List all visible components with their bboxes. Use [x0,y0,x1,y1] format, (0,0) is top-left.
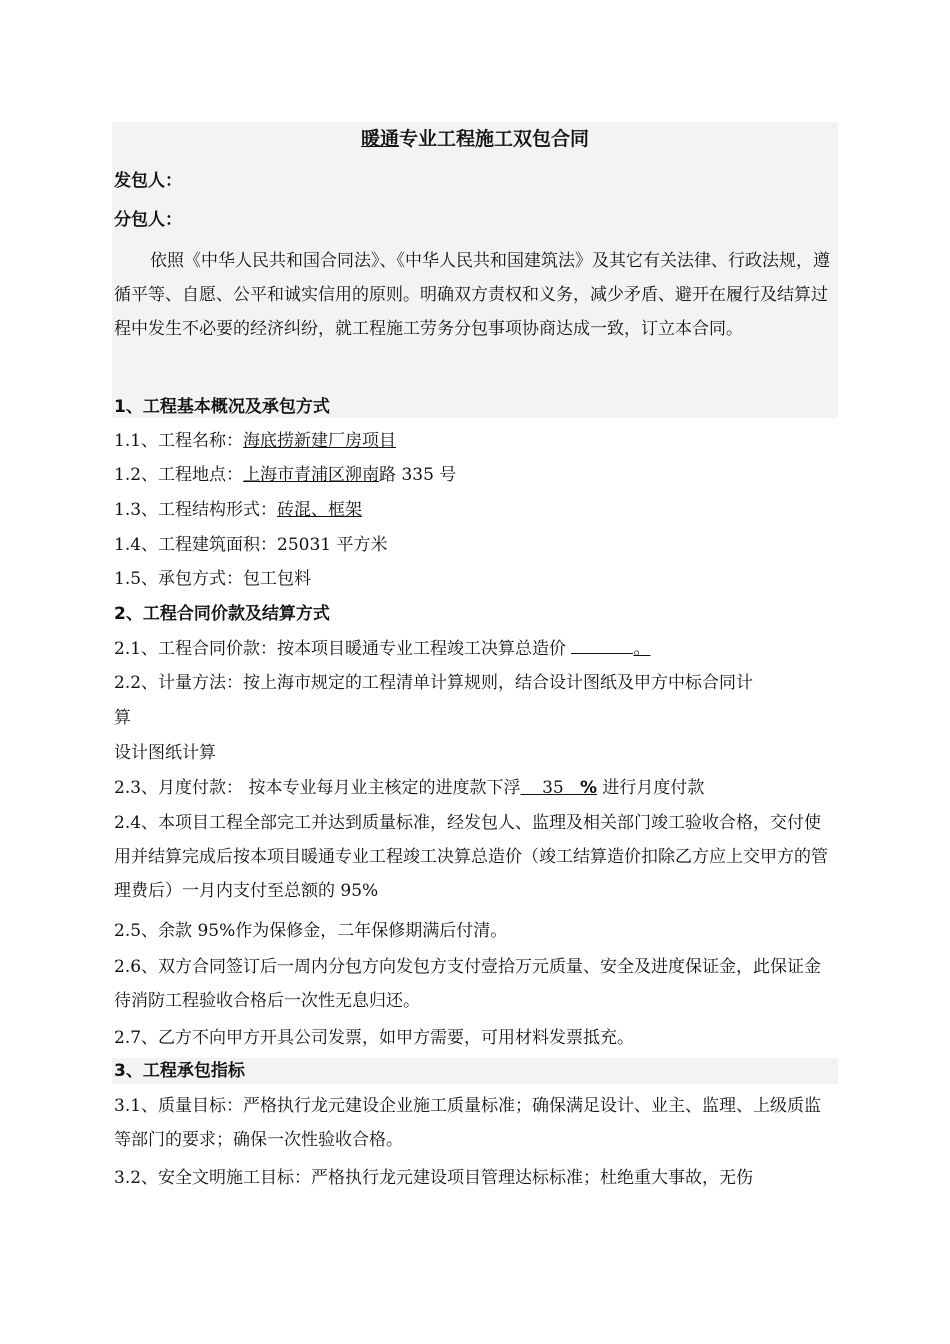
item-1-5: 1.5、承包方式：包工包料 [114,569,312,589]
item-2-1-text: 2.1、工程合同价款：按本项目暖通专业工程竣工决算总造价 [114,639,567,659]
item-1-2-label: 1.2、工程地点： [114,465,244,485]
section2-heading: 2、工程合同价款及结算方式 [114,604,330,624]
item-1-3-label: 1.3、工程结构形式： [114,500,278,520]
section1-heading: 1、工程基本概况及承包方式 [114,397,330,417]
item-3-1: 3.1、质量目标：严格执行龙元建设企业施工质量标准；确保满足设计、业主、监理、上级质监等部门的要求；确保一次性验收合格。 [114,1096,822,1150]
item-2-6: 2.6、双方合同签订后一周内分包方向发包方支付壹拾万元质量、安全及进度保证金，此保证金待消防工程验收合格后一次性无息归还。 [114,957,822,1011]
project-name-value: 海底捞新建厂房项目 [243,431,397,451]
item-1-4: 1.4、工程建筑面积：25031 平方米 [114,535,388,555]
structure-type-value: 砖混、框架 [277,500,363,520]
item-1-2 [114,462,456,488]
title-rest: 专业工程施工双包合同 [399,128,590,150]
item-3-2: 3.2、安全文明施工目标：严格执行龙元建设项目管理达标标准；杜绝重大事故，无伤 [114,1168,754,1188]
employer-label: 发包人： [114,171,182,191]
discount-percent: % [579,778,597,798]
item-2-5: 2.5、余款 95%作为保修金，二年保修期满后付清。 [114,921,508,941]
title-underlined: 暖通 [360,128,399,150]
section3-heading: 3、工程承包指标 [114,1061,245,1081]
item-1-1-label: 1.1、工程名称： [114,431,244,451]
item-2-2-line2: 算 [114,708,131,728]
project-location-value: 上海市青浦区泖南 [243,465,380,485]
item-2-3-tail: 进行月度付款 [602,778,705,798]
item-2-3 [114,775,704,801]
preamble-paragraph: 依照《中华人民共和国合同法》、《中华人民共和国建筑法》及其它有关法律、行政法规，遵循平等、自愿、公平和诚实信用的原则。明确双方责权和义务，减少矛盾、避开在履行及结算过程中发生不必要的经济纠纷，就工程施工劳务分包事项协商达成一致，订立本合同。 [114,251,830,339]
discount-value: 35 [542,778,564,798]
document-title [0,124,950,151]
item-2-7: 2.7、乙方不向甲方开具公司发票，如甲方需要，可用材料发票抵充。 [114,1028,635,1048]
item-2-1 [114,635,650,662]
item-2-2-line1: 2.2、计量方法：按上海市规定的工程清单计算规则，结合设计图纸及甲方中标合同计 [114,673,754,693]
item-1-1 [114,428,396,454]
item-2-1-tail: 。 [633,639,651,659]
price-blank [571,635,633,654]
project-location-tail: 路 335 号 [379,465,457,485]
item-1-3 [114,497,362,523]
subcontractor-label: 分包人： [114,210,182,230]
item-2-4: 2.4、本项目工程全部完工并达到质量标准，经发包人、监理及相关部门竣工验收合格，交付使用并结算完成后按本项目暖通专业工程竣工决算总造价（竣工结算造价扣除乙方应上交甲方的管理费后）一月内支付至总额的 95% [114,813,828,901]
item-2-2-line3: 设计图纸计算 [114,743,216,763]
item-2-3-label: 2.3、月度付款： 按本专业每月业主核定的进度款下浮 [114,778,521,798]
